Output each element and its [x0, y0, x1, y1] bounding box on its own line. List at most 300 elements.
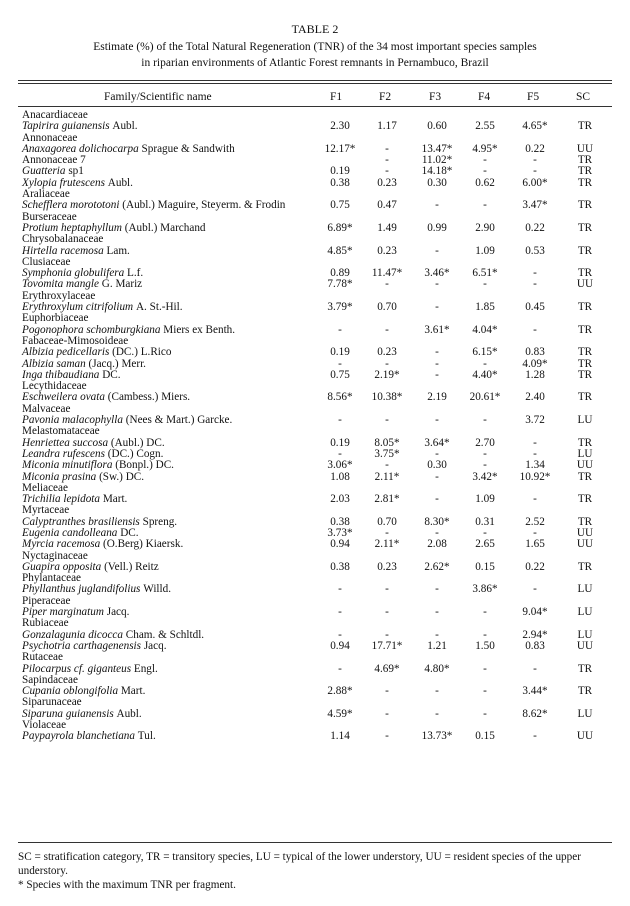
taxon-name: Piper marginatum — [22, 606, 104, 619]
cell-f2: - — [385, 685, 389, 698]
cell-f4: - — [483, 278, 487, 291]
cell-f3: - — [435, 685, 439, 698]
cell-f2: 0.23 — [377, 346, 397, 359]
cell-sc: TR — [577, 165, 593, 178]
taxon-author: (DC.) L.Rico — [112, 346, 172, 359]
cell-f3: 0.30 — [427, 176, 447, 189]
cell-f2: - — [385, 165, 389, 178]
taxon-name: Symphonia globulifera — [22, 267, 125, 280]
header-f2: F2 — [379, 91, 392, 103]
cell-sc: TR — [577, 685, 593, 698]
cell-f5: - — [533, 526, 537, 539]
taxon-name: Rutaceae — [22, 651, 63, 664]
cell-sc: TR — [577, 357, 593, 370]
cell-f2: - — [385, 357, 389, 370]
taxon-name: Sapindaceae — [22, 673, 78, 686]
species-row — [0, 641, 630, 652]
taxon-author: (Aubl.) Maguire, Steyerm. & Frodin — [122, 199, 286, 212]
cell-f2: 2.11* — [374, 538, 400, 551]
cell-f1: - — [338, 323, 342, 336]
taxon-author: Miers ex Benth. — [163, 323, 236, 336]
cell-sc: TR — [577, 120, 593, 133]
cell-sc: LU — [577, 707, 593, 720]
taxon-name: Pogonophora schomburgkiana — [22, 323, 161, 336]
taxon-name: Meliaceae — [22, 481, 68, 494]
cell-f5: 0.83 — [525, 639, 545, 652]
taxon-author: Jacq. — [106, 606, 130, 619]
taxon-author: Tul. — [137, 730, 156, 743]
cell-f2: 0.23 — [377, 176, 397, 189]
cell-sc: TR — [577, 221, 593, 234]
header-name: Family/Scientific name — [104, 91, 212, 103]
cell-f2: - — [385, 142, 389, 155]
cell-f3: 8.30* — [424, 515, 450, 528]
cell-f5: 2.94* — [522, 628, 548, 641]
cell-f3: - — [435, 199, 439, 212]
cell-f5: 0.22 — [525, 560, 545, 573]
taxon-author: Aubl. — [116, 707, 142, 720]
taxon-name: Pilocarpus cf. giganteus — [22, 662, 132, 675]
cell-f3: - — [435, 414, 439, 427]
cell-sc: TR — [577, 244, 593, 257]
cell-sc: UU — [576, 538, 594, 551]
cell-f5: - — [533, 493, 537, 506]
cell-f3: - — [435, 346, 439, 359]
cell-f1: 1.08 — [330, 470, 350, 483]
cell-f4: 3.86* — [472, 583, 498, 596]
cell-f4: 1.85 — [475, 301, 495, 314]
cell-f3: - — [435, 583, 439, 596]
cell-f1: 8.56* — [327, 391, 353, 404]
cell-f3: - — [435, 526, 439, 539]
taxon-name: Annonaceae 7 — [22, 154, 86, 167]
taxon-author: (DC.) Cogn. — [107, 447, 164, 460]
cell-f5: 0.53 — [525, 244, 545, 257]
cell-f4: 1.50 — [475, 639, 495, 652]
cell-f2: - — [385, 414, 389, 427]
cell-f3: 1.21 — [427, 639, 447, 652]
cell-sc: TR — [577, 391, 593, 404]
cell-sc: TR — [577, 346, 593, 359]
taxon-author: Aubl. — [107, 176, 133, 189]
cell-f2: - — [385, 583, 389, 596]
cell-f5: 4.65* — [522, 120, 548, 133]
taxon-name: Melastomataceae — [22, 425, 100, 438]
cell-f2: - — [385, 154, 389, 167]
cell-f2: 3.75* — [374, 447, 400, 460]
cell-f1: - — [338, 662, 342, 675]
taxon-author: Willd. — [143, 583, 172, 596]
cell-f1: 7.78* — [327, 278, 353, 291]
cell-f3: 13.73* — [421, 730, 453, 743]
table-body — [0, 110, 630, 743]
cell-f2: - — [385, 707, 389, 720]
cell-f4: 1.09 — [475, 493, 495, 506]
species-row — [0, 246, 630, 257]
cell-f2: - — [385, 323, 389, 336]
taxon-author: Jacq. — [143, 639, 167, 652]
taxon-author: (Bonpl.) DC. — [115, 459, 174, 472]
taxon-name: Albizia saman — [22, 357, 86, 370]
cell-f3: 4.80* — [424, 662, 450, 675]
cell-sc: LU — [577, 414, 593, 427]
cell-f4: - — [483, 707, 487, 720]
cell-f5: - — [533, 583, 537, 596]
cell-f4: - — [483, 447, 487, 460]
cell-f5: 1.28 — [525, 368, 545, 381]
taxon-author: Spreng. — [142, 515, 178, 528]
taxon-name: Nyctaginaceae — [22, 549, 88, 562]
taxon-author: Mart. — [102, 493, 128, 506]
cell-f5: 1.65 — [525, 538, 545, 551]
taxon-name: Tapirira guianensis — [22, 120, 110, 133]
cell-f1: 0.38 — [330, 560, 350, 573]
cell-f3: 3.64* — [424, 436, 450, 449]
taxon-name: Phylantaceae — [22, 572, 82, 585]
taxon-author: sp1 — [68, 165, 84, 178]
cell-f1: 6.89* — [327, 221, 353, 234]
cell-f3: 2.19 — [427, 391, 447, 404]
taxon-name: Tovomita mangle — [22, 278, 99, 291]
cell-f4: 4.40* — [472, 368, 498, 381]
taxon-name: Xylopia frutescens — [22, 176, 105, 189]
header-f1: F1 — [330, 91, 343, 103]
taxon-name: Psychotria carthagenensis — [22, 639, 142, 652]
taxon-name: Fabaceae-Mimosoideae — [22, 334, 129, 347]
cell-sc: TR — [577, 368, 593, 381]
taxon-author: (Aubl.) DC. — [110, 436, 165, 449]
cell-f1: 0.75 — [330, 199, 350, 212]
species-row — [0, 302, 630, 313]
cell-f1: - — [338, 447, 342, 460]
header-f4: F4 — [478, 91, 491, 103]
taxon-name: Miconia prasina — [22, 470, 97, 483]
taxon-author: (O.Berg) Kiaersk. — [102, 538, 184, 551]
cell-sc: TR — [577, 267, 593, 280]
cell-f1: 0.19 — [330, 165, 350, 178]
taxon-author: Sprague & Sandwith — [141, 142, 235, 155]
cell-f2: 2.19* — [374, 368, 400, 381]
cell-f2: - — [385, 278, 389, 291]
cell-sc: TR — [577, 176, 593, 189]
cell-f2: - — [385, 526, 389, 539]
header-sc: SC — [576, 91, 591, 103]
taxon-name: Henriettea succosa — [22, 436, 109, 449]
cell-sc: LU — [577, 583, 593, 596]
cell-f4: - — [483, 459, 487, 472]
cell-f4: - — [483, 357, 487, 370]
cell-f3: 13.47* — [421, 142, 453, 155]
cell-sc: LU — [577, 628, 593, 641]
taxon-name: Guapira opposita — [22, 560, 102, 573]
cell-f1: 3.79* — [327, 301, 353, 314]
cell-sc: TR — [577, 515, 593, 528]
taxon-author: Engl. — [133, 662, 158, 675]
cell-sc: TR — [577, 199, 593, 212]
cell-f4: 2.90 — [475, 221, 495, 234]
cell-f2: 17.71* — [371, 639, 403, 652]
cell-f5: - — [533, 436, 537, 449]
cell-f2: 0.23 — [377, 560, 397, 573]
taxon-author: DC. — [120, 526, 139, 539]
footnote-asterisk: * Species with the maximum TNR per fragment. — [18, 879, 236, 891]
cell-f3: 3.46* — [424, 267, 450, 280]
taxon-name: Cupania oblongifolia — [22, 685, 119, 698]
cell-f4: 4.95* — [472, 142, 498, 155]
cell-f4: - — [483, 154, 487, 167]
cell-f5: 2.40 — [525, 391, 545, 404]
taxon-name: Guatteria — [22, 165, 66, 178]
cell-f2: 11.47* — [371, 267, 403, 280]
taxon-name: Calyptranthes brasiliensis — [22, 515, 140, 528]
cell-f5: - — [533, 447, 537, 460]
cell-f1: - — [338, 357, 342, 370]
taxon-author: (Nees & Mart.) Garcke. — [125, 414, 233, 427]
species-row — [0, 370, 630, 381]
cell-f2: - — [385, 628, 389, 641]
cell-sc: TR — [577, 493, 593, 506]
cell-f4: 1.09 — [475, 244, 495, 257]
taxon-name: Anacardiaceae — [22, 109, 88, 121]
cell-f1: 3.73* — [327, 526, 353, 539]
cell-f4: - — [483, 606, 487, 619]
taxon-author: (Jacq.) Merr. — [88, 357, 146, 370]
cell-sc: TR — [577, 662, 593, 675]
cell-f1: 0.19 — [330, 346, 350, 359]
cell-f4: 6.15* — [472, 346, 498, 359]
cell-f3: 3.61* — [424, 323, 450, 336]
cell-f5: 0.22 — [525, 221, 545, 234]
table-subtitle-line2: in riparian environments of Atlantic Forest remnants in Pernambuco, Brazil — [141, 57, 489, 69]
header-rule — [18, 106, 612, 107]
footnote-abbreviations: SC = stratification category, TR = transitory species, LU = typical of the lower understory, UU = resident species of the upper understory. — [18, 851, 581, 877]
cell-sc: TR — [577, 560, 593, 573]
cell-f2: 1.17 — [377, 120, 397, 133]
cell-f1: 3.06* — [327, 459, 353, 472]
cell-f4: - — [483, 628, 487, 641]
cell-sc: TR — [577, 470, 593, 483]
species-row — [0, 709, 630, 720]
cell-f3: - — [435, 707, 439, 720]
top-rule — [18, 80, 612, 81]
taxon-name: Trichilia lepidota — [22, 493, 101, 506]
taxon-name: Erythroxylum citrifolium — [22, 301, 134, 314]
taxon-author: (Aubl.) Marchand — [124, 221, 206, 234]
scientific-name — [22, 731, 156, 742]
taxon-author: L.f. — [127, 267, 144, 280]
cell-f4: - — [483, 199, 487, 212]
cell-sc: UU — [576, 142, 594, 155]
cell-f1: 4.59* — [327, 707, 353, 720]
cell-f5: 1.34 — [525, 459, 545, 472]
cell-f2: - — [385, 730, 389, 743]
cell-f4: - — [483, 685, 487, 698]
cell-f2: 10.38* — [371, 391, 403, 404]
taxon-author: Cham. & Schltdl. — [125, 628, 205, 641]
taxon-name: Albizia pedicellaris — [22, 346, 110, 359]
cell-f3: - — [435, 357, 439, 370]
cell-f2: 4.69* — [374, 662, 400, 675]
cell-f2: 0.23 — [377, 244, 397, 257]
cell-sc: UU — [576, 459, 594, 472]
species-row — [0, 539, 630, 550]
cell-f5: - — [533, 730, 537, 743]
cell-f5: 2.52 — [525, 515, 545, 528]
taxon-name: Inga thibaudiana — [22, 368, 100, 381]
taxon-name: Paypayrola blanchetiana — [22, 730, 135, 743]
cell-f4: 2.55 — [475, 120, 495, 133]
species-row — [0, 392, 630, 403]
taxon-name: Leandra rufescens — [22, 447, 105, 460]
cell-f1: - — [338, 414, 342, 427]
bottom-rule — [18, 842, 612, 843]
cell-f3: - — [435, 493, 439, 506]
cell-f1: 2.03 — [330, 493, 350, 506]
cell-f5: - — [533, 154, 537, 167]
cell-f5: 10.92* — [519, 470, 551, 483]
taxon-author: Lam. — [106, 244, 130, 257]
taxon-author: (Vell.) Reitz — [104, 560, 159, 573]
cell-f4: 2.70 — [475, 436, 495, 449]
cell-f5: 0.45 — [525, 301, 545, 314]
cell-f5: - — [533, 267, 537, 280]
cell-f5: 0.22 — [525, 142, 545, 155]
taxon-name: Siparuna guianensis — [22, 707, 114, 720]
cell-sc: LU — [577, 606, 593, 619]
taxon-name: Clusiaceae — [22, 255, 71, 268]
cell-f2: 0.70 — [377, 301, 397, 314]
cell-f5: 8.62* — [522, 707, 548, 720]
cell-f2: - — [385, 606, 389, 619]
cell-f4: - — [483, 526, 487, 539]
cell-f5: 3.72 — [525, 414, 545, 427]
cell-f4: 6.51* — [472, 267, 498, 280]
species-row — [0, 494, 630, 505]
taxon-name: Myrcia racemosa — [22, 538, 101, 551]
cell-sc: UU — [576, 278, 594, 291]
cell-f2: 8.05* — [374, 436, 400, 449]
taxon-name: Hirtella racemosa — [22, 244, 104, 257]
cell-f4: - — [483, 414, 487, 427]
cell-f4: 0.31 — [475, 515, 495, 528]
cell-f4: 2.65 — [475, 538, 495, 551]
cell-f3: - — [435, 368, 439, 381]
taxon-name: Eugenia candolleana — [22, 526, 118, 539]
cell-f5: - — [533, 662, 537, 675]
cell-f4: 0.62 — [475, 176, 495, 189]
cell-f3: 0.30 — [427, 459, 447, 472]
taxon-name: Gonzalagunia dicocca — [22, 628, 123, 641]
species-row — [0, 686, 630, 697]
cell-f2: 2.81* — [374, 493, 400, 506]
cell-sc: UU — [576, 730, 594, 743]
taxon-name: Schefflera morototoni — [22, 199, 120, 212]
cell-sc: UU — [576, 526, 594, 539]
cell-sc: TR — [577, 436, 593, 449]
cell-f4: - — [483, 662, 487, 675]
cell-f1: 0.75 — [330, 368, 350, 381]
taxon-name: Malvaceae — [22, 402, 71, 415]
cell-f1: 0.38 — [330, 515, 350, 528]
species-row — [0, 121, 630, 132]
taxon-name: Miconia minutiflora — [22, 459, 113, 472]
cell-f1: 0.38 — [330, 176, 350, 189]
cell-sc: TR — [577, 323, 593, 336]
cell-f1: 0.94 — [330, 538, 350, 551]
cell-f3: 14.18* — [421, 165, 453, 178]
taxon-author: A. St.-Hil. — [135, 301, 183, 314]
cell-f3: 11.02* — [421, 154, 453, 167]
taxon-name: Phyllanthus juglandifolius — [22, 583, 141, 596]
cell-f3: - — [435, 301, 439, 314]
cell-f5: - — [533, 165, 537, 178]
cell-f3: - — [435, 278, 439, 291]
cell-f3: 0.60 — [427, 120, 447, 133]
cell-f3: - — [435, 606, 439, 619]
taxon-name: Araliaceae — [22, 188, 70, 201]
cell-f5: 9.04* — [522, 606, 548, 619]
cell-f4: 0.15 — [475, 730, 495, 743]
cell-sc: TR — [577, 154, 593, 167]
cell-f1: 0.89 — [330, 267, 350, 280]
cell-f5: - — [533, 278, 537, 291]
taxon-name: Lecythidaceae — [22, 380, 87, 393]
cell-f2: 2.11* — [374, 470, 400, 483]
cell-f5: 3.47* — [522, 199, 548, 212]
cell-f1: 0.94 — [330, 639, 350, 652]
taxon-name: Euphorbiaceae — [22, 312, 89, 325]
taxon-author: Aubl. — [112, 120, 138, 133]
cell-f4: 20.61* — [469, 391, 501, 404]
cell-f3: - — [435, 447, 439, 460]
cell-f5: 6.00* — [522, 176, 548, 189]
taxon-name: Eschweilera ovata — [22, 391, 105, 404]
taxon-name: Myrtaceae — [22, 504, 70, 517]
cell-f1: - — [338, 583, 342, 596]
taxon-name: Chrysobalanaceae — [22, 233, 104, 246]
cell-f3: - — [435, 244, 439, 257]
cell-f4: 0.15 — [475, 560, 495, 573]
species-row — [0, 664, 630, 675]
cell-f3: - — [435, 470, 439, 483]
taxon-author: DC. — [102, 368, 121, 381]
cell-f1: 0.19 — [330, 436, 350, 449]
taxon-author: (Sw.) DC. — [99, 470, 145, 483]
header-f3: F3 — [429, 91, 442, 103]
cell-f2: 0.47 — [377, 199, 397, 212]
cell-f5: 4.09* — [522, 357, 548, 370]
taxon-name: Violaceae — [22, 719, 67, 732]
species-row — [0, 731, 630, 742]
taxon-name: Rubiaceae — [22, 617, 69, 630]
cell-f5: - — [533, 323, 537, 336]
cell-f4: 3.42* — [472, 470, 498, 483]
taxon-name: Piperaceae — [22, 594, 71, 607]
taxon-author: (Cambess.) Miers. — [107, 391, 191, 404]
taxon-name: Burseraceae — [22, 210, 77, 223]
taxon-name: Anaxagorea dolichocarpa — [22, 142, 139, 155]
taxon-name: Protium heptaphyllum — [22, 221, 122, 234]
cell-f4: 4.04* — [472, 323, 498, 336]
cell-f3: 0.99 — [427, 221, 447, 234]
species-row — [0, 607, 630, 618]
taxon-name: Siparunaceae — [22, 696, 82, 709]
table-title: TABLE 2 — [291, 22, 339, 36]
taxon-name: Erythroxylaceae — [22, 289, 96, 302]
taxon-name: Pavonia malacophylla — [22, 414, 123, 427]
cell-f1: 2.30 — [330, 120, 350, 133]
cell-sc: TR — [577, 301, 593, 314]
